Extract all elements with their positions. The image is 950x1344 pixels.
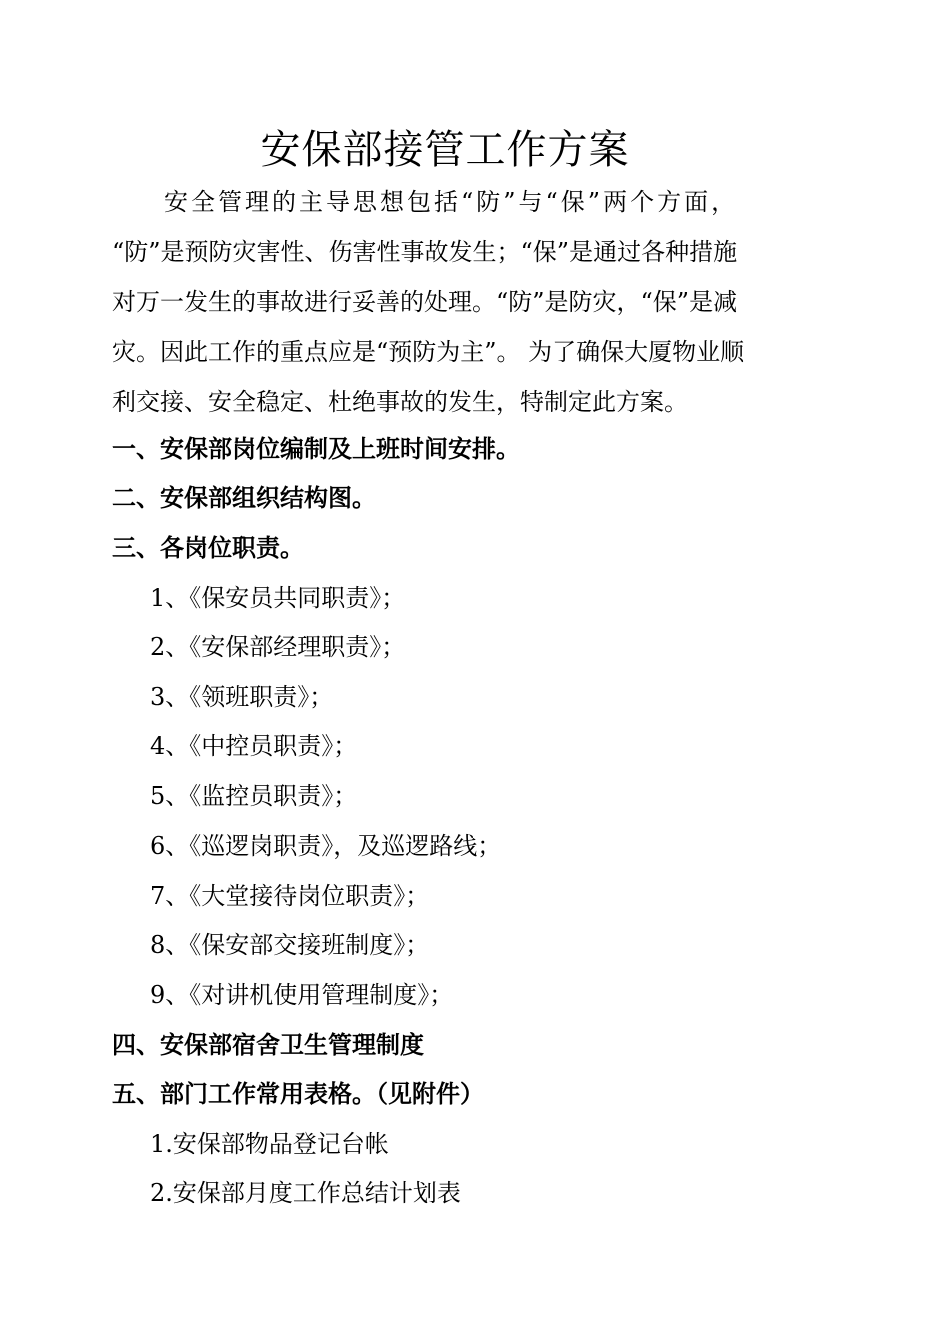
section-heading-4: 四、安保部宿舍卫生管理制度 xyxy=(112,1030,424,1059)
section-heading-1: 一、安保部岗位编制及上班时间安排。 xyxy=(112,434,520,463)
intro-paragraph xyxy=(112,177,810,427)
duty-item-2: 2、《安保部经理职责》； xyxy=(150,633,406,661)
intro-line: 对万一发生的事故进行妥善的处理。“防”是防灾，“保”是减 xyxy=(112,288,738,316)
duty-item-3: 3、《领班职责》； xyxy=(150,683,334,711)
intro-line: 利交接、安全稳定、杜绝事故的发生，特制定此方案。 xyxy=(112,388,688,416)
document-title: 安保部接管工作方案 xyxy=(260,127,630,173)
section-heading-2: 二、安保部组织结构图。 xyxy=(112,483,376,512)
form-item-1: 1.安保部物品登记台帐 xyxy=(150,1130,389,1158)
duty-item-9: 9、《对讲机使用管理制度》； xyxy=(150,981,454,1009)
duty-item-5: 5、《监控员职责》； xyxy=(150,782,358,810)
intro-line: “防”是预防灾害性、伤害性事故发生；“保”是通过各种措施 xyxy=(112,238,738,266)
duty-item-8: 8、《保安部交接班制度》； xyxy=(150,931,430,959)
form-item-2: 2.安保部月度工作总结计划表 xyxy=(150,1179,461,1207)
section-heading-5: 五、部门工作常用表格。（见附件） xyxy=(112,1079,484,1108)
intro-line: 灾。因此工作的重点应是“预防为主”。 为了确保大厦物业顺 xyxy=(112,338,745,366)
duty-item-6: 6、《巡逻岗职责》，及巡逻路线； xyxy=(150,832,502,860)
duty-item-1: 1、《保安员共同职责》； xyxy=(150,584,406,612)
section-heading-3: 三、各岗位职责。 xyxy=(112,533,304,562)
intro-line: 安全管理的主导思想包括“防”与“保”两个方面， xyxy=(164,188,739,216)
duty-item-4: 4、《中控员职责》； xyxy=(150,732,358,760)
duty-item-7: 7、《大堂接待岗位职责》； xyxy=(150,882,430,910)
